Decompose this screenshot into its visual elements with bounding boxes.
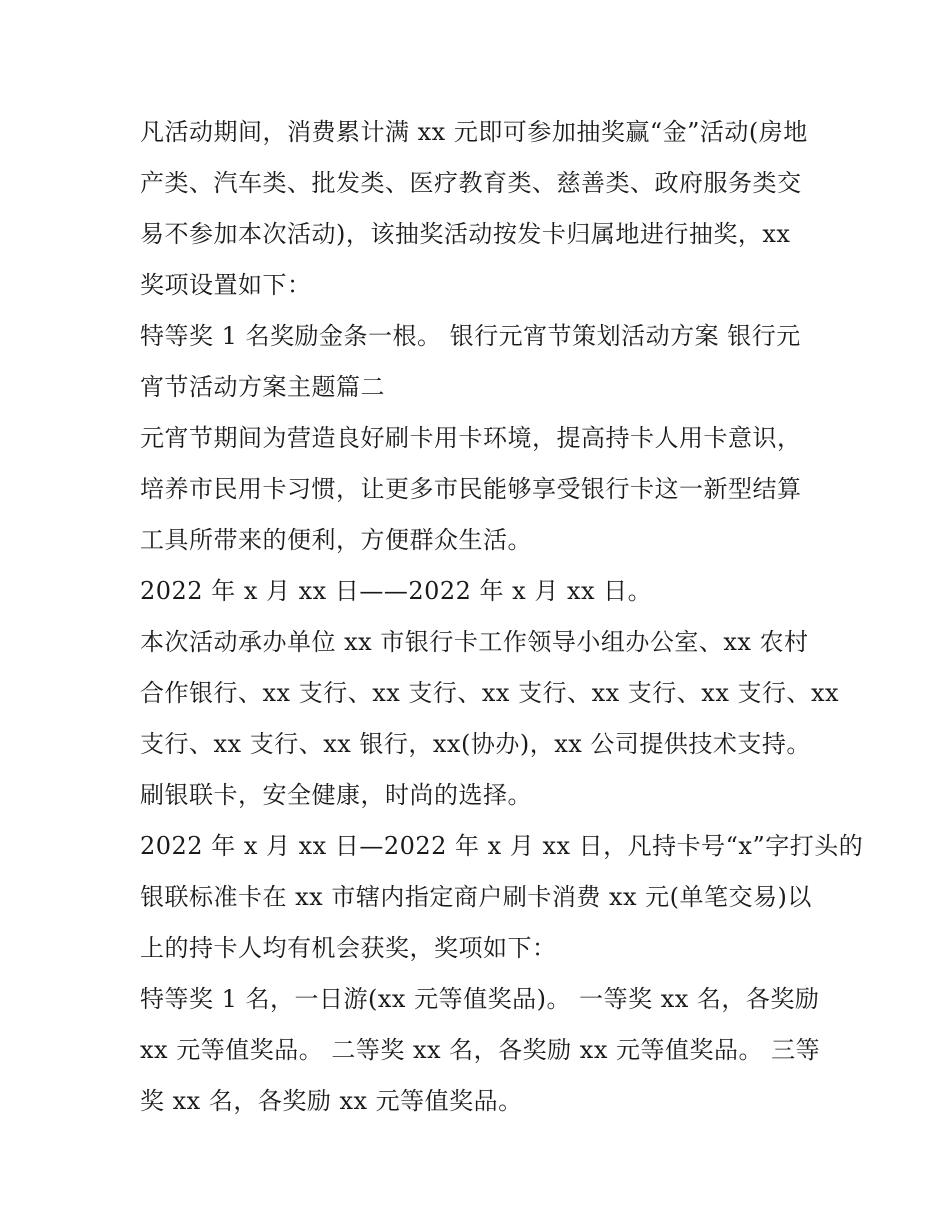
text-line: 支行、xx 支行、xx 银行，xx(协办)，xx 公司提供技术支持。	[140, 730, 811, 758]
text-line: 工具所带来的便利，方便群众生活。	[140, 526, 532, 554]
text-line: 合作银行、xx 支行、xx 支行、xx 支行、xx 支行、xx 支行、xx	[140, 679, 840, 707]
text-line: 宵节活动方案主题篇二	[140, 373, 385, 401]
text-line: 凡活动期间，消费累计满 xx 元即可参加抽奖赢“金”活动(房地	[140, 118, 808, 146]
text-line: 银联标准卡在 xx 市辖内指定商户刷卡消费 xx 元(单笔交易)以	[140, 883, 812, 911]
document-body	[140, 107, 864, 1127]
text-line: 奖项设置如下：	[140, 271, 312, 299]
text-line: 元宵节期间为营造良好刷卡用卡环境，提高持卡人用卡意识，	[140, 424, 802, 452]
text-line: xx 元等值奖品。 二等奖 xx 名，各奖励 xx 元等值奖品。 三等	[140, 1036, 821, 1064]
text-line: 2022 年 x 月 xx 日——2022 年 x 月 xx 日。	[140, 577, 653, 605]
text-line: 特等奖 1 名，一日游(xx 元等值奖品)。 一等奖 xx 名，各奖励	[140, 985, 820, 1013]
text-line: 刷银联卡，安全健康，时尚的选择。	[140, 781, 532, 809]
text-line: 2022 年 x 月 xx 日—2022 年 x 月 xx 日，凡持卡号“x”字打头的	[140, 832, 864, 860]
text-line: 产类、汽车类、批发类、医疗教育类、慈善类、政府服务类交	[140, 169, 802, 197]
text-line: 上的持卡人均有机会获奖，奖项如下：	[140, 934, 557, 962]
text-line: 培养市民用卡习惯，让更多市民能够享受银行卡这一新型结算	[140, 475, 802, 503]
text-line: 本次活动承办单位 xx 市银行卡工作领导小组办公室、xx 农村	[140, 628, 809, 656]
text-line: 奖 xx 名，各奖励 xx 元等值奖品。	[140, 1087, 523, 1115]
text-line: 易不参加本次活动)，该抽奖活动按发卡归属地进行抽奖，xx	[140, 220, 791, 248]
text-line: 特等奖 1 名奖励金条一根。 银行元宵节策划活动方案 银行元	[140, 322, 801, 350]
